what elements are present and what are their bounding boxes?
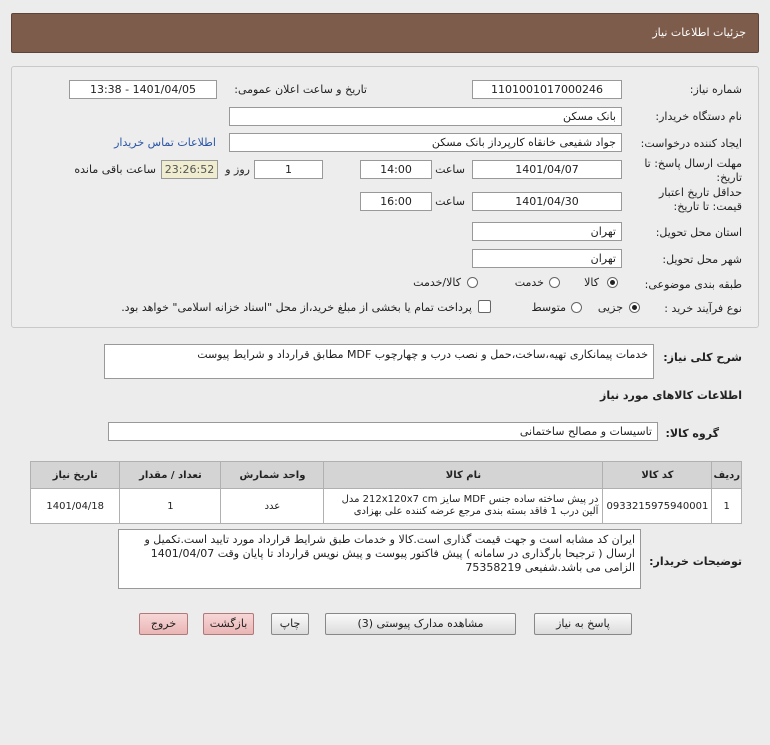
goods-group-field: تاسیسات و مصالح ساختمانی <box>108 422 658 441</box>
remaining-time-field: 23:26:52 <box>161 160 218 179</box>
summary-text: خدمات پیمانکاری تهیه،ساخت،حمل و نصب درب و چهارچوب MDF مطابق قرارداد و شرایط پیوست <box>104 344 654 379</box>
cell-index: 1 <box>712 489 742 524</box>
validity-time-field: 16:00 <box>360 192 432 211</box>
category-option-goods: کالا <box>584 276 599 289</box>
deadline-date-field: 1401/04/07 <box>472 160 622 179</box>
exit-button[interactable]: خروج <box>139 613 188 635</box>
category-radio-service[interactable] <box>549 277 560 288</box>
print-button[interactable]: چاپ <box>271 613 309 635</box>
col-qty: تعداد / مقدار <box>120 462 221 489</box>
cell-name: در پیش ساخته ساده جنس MDF سایز 212x120x7 cm مدل آلین درب 1 فاقد بسته بندی مرجع عرضه کننده علی بهزادی <box>324 489 603 524</box>
cell-qty: 1 <box>120 489 221 524</box>
city-label: شهر محل تحویل: <box>662 253 742 266</box>
announce-label: تاریخ و ساعت اعلان عمومی: <box>234 83 367 96</box>
cell-code: 0933215975940001 <box>603 489 712 524</box>
buyer-notes-label: توضیحات خریدار: <box>649 555 742 568</box>
process-option-minor: جزیی <box>597 301 623 314</box>
creator-field: جواد شفیعی خانقاه کارپرداز بانک مسکن <box>229 133 622 152</box>
treasury-payment-note: پرداخت تمام یا بخشی از مبلغ خرید،از محل "اسناد خزانه اسلامی" خواهد بود. <box>121 301 472 314</box>
announce-field: 1401/04/05 - 13:38 <box>69 80 217 99</box>
table-row <box>31 489 742 524</box>
col-date: تاریخ نیاز <box>31 462 120 489</box>
process-radio-minor[interactable] <box>629 302 640 313</box>
treasury-payment-checkbox[interactable] <box>478 300 491 313</box>
goods-section-title: اطلاعات کالاهای مورد نیاز <box>600 389 742 402</box>
need-number-field: 1101001017000246 <box>472 80 622 99</box>
days-field: 1 <box>254 160 323 179</box>
city-field: تهران <box>472 249 622 268</box>
validity-time-label: ساعت <box>435 195 465 208</box>
validity-label: حداقل تاریخ اعتبار قیمت: تا تاریخ: <box>658 186 742 213</box>
category-option-service: خدمت <box>514 276 544 289</box>
province-label: استان محل تحویل: <box>655 226 742 239</box>
category-radio-goods[interactable] <box>607 277 618 288</box>
need-number-label: شماره نیاز: <box>689 83 742 96</box>
page-header <box>11 13 759 53</box>
buyer-notes-text: ایران کد مشابه است و جهت قیمت گذاری است.کالا و خدمات طبق شرایط قرارداد مورد تایید است.تکمیل و ارسال ( ترجیحا بارگذاری در سامانه ) پیش فاکتور پیوست و پیش نویس قرارداد تا پایان وقت 1401/04/07 الزامی می باشد.شفیعی 75358219 <box>118 529 641 589</box>
attachments-button[interactable]: مشاهده مدارک پیوستی (3) <box>325 613 516 635</box>
deadline-time-label: ساعت <box>435 163 465 176</box>
cell-date: 1401/04/18 <box>31 489 120 524</box>
cell-unit: عدد <box>221 489 324 524</box>
process-radio-medium[interactable] <box>571 302 582 313</box>
goods-table-header <box>31 462 742 489</box>
deadline-label: مهلت ارسال پاسخ: تا تاریخ: <box>644 157 742 184</box>
category-radio-goods-service[interactable] <box>467 277 478 288</box>
buyer-contact-link[interactable]: اطلاعات تماس خریدار <box>114 136 216 149</box>
col-name: نام کالا <box>324 462 603 489</box>
back-button[interactable]: بازگشت <box>203 613 254 635</box>
deadline-time-field: 14:00 <box>360 160 432 179</box>
summary-label: شرح کلی نیاز: <box>663 351 742 364</box>
reply-button[interactable]: پاسخ به نیاز <box>534 613 632 635</box>
process-label: نوع فرآیند خرید : <box>664 302 742 315</box>
remaining-label: ساعت باقی مانده <box>74 163 156 176</box>
category-option-goods-service: کالا/خدمت <box>413 276 461 289</box>
province-field: تهران <box>472 222 622 241</box>
goods-table <box>30 461 742 524</box>
buyer-label: نام دستگاه خریدار: <box>655 110 742 123</box>
page-title: جزئیات اطلاعات نیاز <box>652 26 746 39</box>
col-code: کد کالا <box>603 462 712 489</box>
validity-date-field: 1401/04/30 <box>472 192 622 211</box>
buyer-field: بانک مسکن <box>229 107 622 126</box>
category-label: طبقه بندی موضوعی: <box>644 278 742 291</box>
creator-label: ایجاد کننده درخواست: <box>640 137 742 150</box>
process-option-medium: متوسط <box>531 301 566 314</box>
col-index: ردیف <box>712 462 742 489</box>
goods-group-label: گروه کالا: <box>665 427 719 440</box>
days-label: روز و <box>225 163 250 176</box>
col-unit: واحد شمارش <box>221 462 324 489</box>
